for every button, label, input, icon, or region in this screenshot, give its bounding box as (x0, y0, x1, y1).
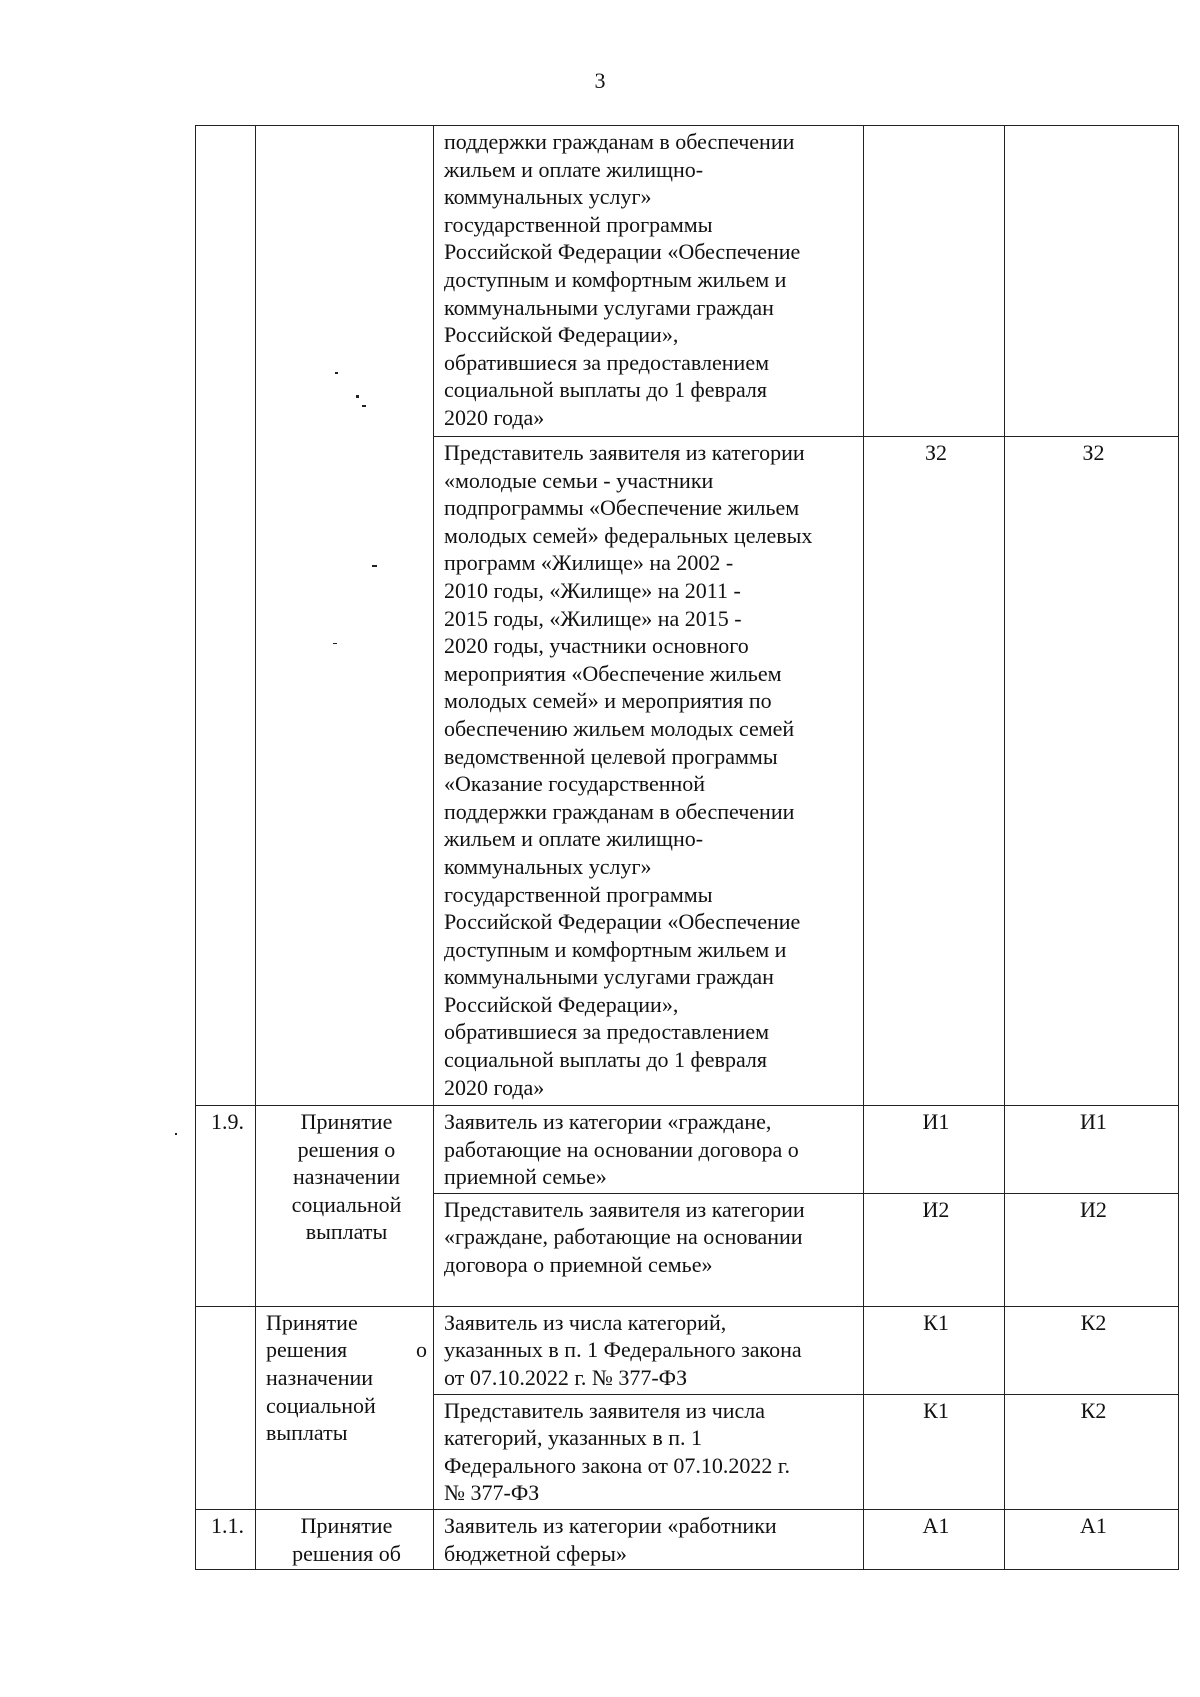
service-name-word: решения (266, 1337, 348, 1363)
cell-service-name: Принятие решения об (256, 1509, 434, 1569)
cell-number: 1.1. (196, 1509, 256, 1569)
cell-applicant-category: поддержки гражданам в обеспечении жильем и оплате жилищно- коммунальных услуг» государственной программы Российской Федерации «Обеспечение доступным и комфортным жильем и коммунальными услугами граждан Российской Федерации», обратившиеся за предоставлением социальной выплаты до 1 февраля 2020 года» (434, 126, 864, 437)
service-name-word: о (416, 1337, 427, 1363)
cell-number (196, 1306, 256, 1509)
cell-applicant-category: Представитель заявителя из категории «граждане, работающие на основании договора о приемной семье» (434, 1193, 864, 1306)
cell-code-2: К2 (1005, 1306, 1179, 1394)
service-name-line: назначении социальной выплаты (266, 1364, 376, 1446)
cell-applicant-category: Представитель заявителя из категории «молодые семьи - участники подпрограммы «Обеспечение жильем молодых семей» федеральных целевых программ «Жилище» на 2002 - 2010 годы, «Жилище» на 2011 - 2015 годы, «Жилище» на 2015 - 2020 годы, участники основного мероприятия «Обеспечение жильем молодых семей» и мероприятия по обеспечению жильем молодых семей ведомственной целевой программы «Оказание государственной поддержки гражданам в обеспечении жильем и оплате жилищно- коммунальных услуг» государственной программы Российской Федерации «Обеспечение доступным и комфортным жильем и коммунальными услугами граждан Российской Федерации», обратившиеся за предоставлением социальной выплаты до 1 февраля 2020 года» (434, 437, 864, 1106)
cell-code-2 (1005, 126, 1179, 437)
table-row (196, 1509, 1179, 1569)
cell-code-2: К2 (1005, 1394, 1179, 1509)
cell-code-1: И2 (864, 1193, 1005, 1306)
cell-service-name: Принятие решения о назначении социальной выплаты (256, 1106, 434, 1307)
cell-code-1: А1 (864, 1509, 1005, 1569)
cell-number: 1.9. (196, 1106, 256, 1307)
cell-service-name (256, 126, 434, 1106)
table-row (196, 1106, 1179, 1194)
cell-code-2: И1 (1005, 1106, 1179, 1194)
table-row (196, 1306, 1179, 1394)
cell-number (196, 126, 256, 1106)
cell-code-1: И1 (864, 1106, 1005, 1194)
service-name-line (266, 1336, 427, 1364)
cell-applicant-category: Заявитель из категории «работники бюджетной сферы» (434, 1509, 864, 1569)
cell-code-2: А1 (1005, 1509, 1179, 1569)
cell-code-1: К1 (864, 1306, 1005, 1394)
scan-speck (175, 1133, 177, 1135)
cell-applicant-category: Представитель заявителя из числа категорий, указанных в п. 1 Федерального закона от 07.10.2022 г. № 377-ФЗ (434, 1394, 864, 1509)
services-table (195, 125, 1179, 1570)
cell-code-2: З2 (1005, 437, 1179, 1106)
cell-service-name (256, 1306, 434, 1509)
cell-applicant-category: Заявитель из категории «граждане, работающие на основании договора о приемной семье» (434, 1106, 864, 1194)
cell-code-1: З2 (864, 437, 1005, 1106)
page-number: 3 (594, 68, 606, 93)
cell-code-1 (864, 126, 1005, 437)
service-name-line: Принятие (266, 1309, 358, 1335)
table-row (196, 126, 1179, 437)
cell-code-2: И2 (1005, 1193, 1179, 1306)
cell-applicant-category: Заявитель из числа категорий, указанных в п. 1 Федерального закона от 07.10.2022 г. № 377-ФЗ (434, 1306, 864, 1394)
cell-code-1: К1 (864, 1394, 1005, 1509)
